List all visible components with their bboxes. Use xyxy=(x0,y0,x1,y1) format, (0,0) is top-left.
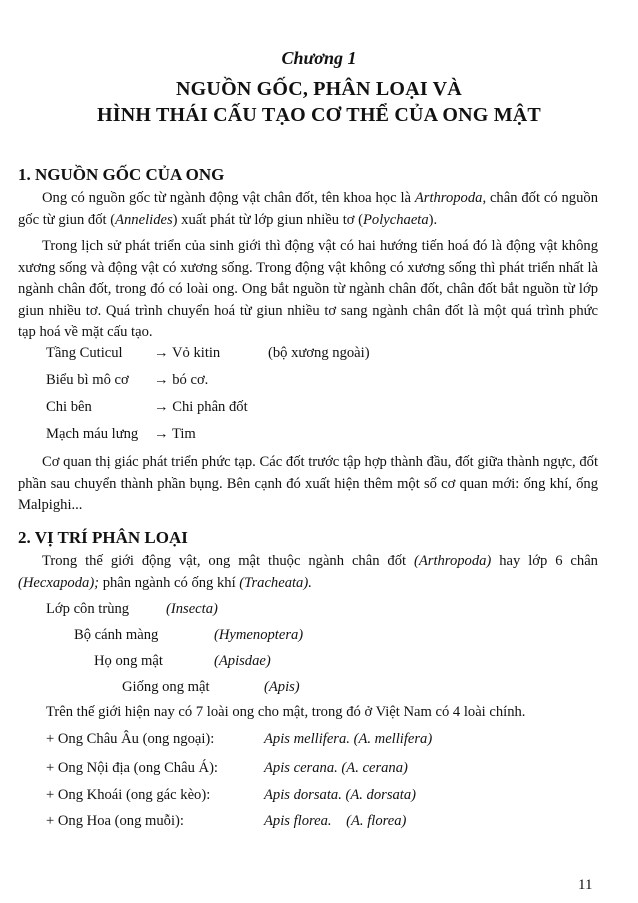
species-scientific-name: Apis mellifera. (A. mellifera) xyxy=(264,731,433,747)
text: ) xuất phát từ lớp giun nhiều tơ ( xyxy=(172,211,363,228)
evolution-from: Biểu bì mô cơ xyxy=(46,372,129,388)
taxonomy-rank: Bộ cánh màng xyxy=(74,627,159,643)
species-common-name: + Ong Khoái (ong gác kèo): xyxy=(46,787,211,803)
species-common-name: + Ong Châu Âu (ong ngoại): xyxy=(46,731,215,747)
section-1-heading: 1. NGUỒN GỐC CỦA ONG xyxy=(18,165,225,184)
taxonomy-name: (Insecta) xyxy=(166,601,218,617)
taxonomy-name: (Apisdae) xyxy=(214,653,271,669)
page-number: 11 xyxy=(578,877,593,893)
section-1-paragraph-2: Trong lịch sử phát triển của sinh giới thì động vật có hai hướng tiến hoá đó là động vật không xương sống và động vật có xương sống. Trong động vật không có xương sống thì phát triển nhất là ngành chân đốt, trong đó có loài ong. Ong bắt nguồn từ ngành chân đốt, chân đốt bắt nguồn từ lớp giun nhiều tơ. Quá trình chuyển hoá từ giun nhiều tơ sang ngành chân đốt là một quá trình phức tạp hoá về mặt cấu tạo. xyxy=(18,238,598,340)
taxonomy-rank: Giống ong mật xyxy=(122,679,210,695)
chapter-label: Chương 1 xyxy=(281,48,357,68)
species-scientific-name: Apis florea. (A. florea) xyxy=(264,813,407,829)
evolution-to: → Tim xyxy=(154,426,196,442)
evolution-from: Mạch máu lưng xyxy=(46,426,139,442)
evolution-from: Chi bên xyxy=(46,399,92,415)
species-scientific-name: Apis dorsata. (A. dorsata) xyxy=(264,787,417,803)
taxonomy-name: (Apis) xyxy=(264,679,300,695)
text: , chân đốt có nguồn gốc từ giun đốt ( xyxy=(18,190,598,228)
evolution-from: Tầng Cuticul xyxy=(46,345,123,361)
text: Ong có nguồn gốc từ ngành động vật chân đốt, tên khoa học là xyxy=(42,190,415,206)
section-2-paragraph-1 xyxy=(18,551,598,594)
section-1-paragraph-1 xyxy=(18,188,598,231)
species-common-name: + Ong Hoa (ong muỗi): xyxy=(46,813,184,829)
section-2-heading: 2. VỊ TRÍ PHÂN LOẠI xyxy=(18,528,188,547)
scientific-name: Annelides xyxy=(115,211,173,228)
scientific-name: (Arthropoda) xyxy=(414,553,492,569)
evolution-note: (bộ xương ngoài) xyxy=(268,345,370,361)
text: ). xyxy=(428,211,438,228)
species-common-name: + Ong Nội địa (ong Châu Á): xyxy=(46,760,218,776)
scientific-name: (Tracheata). xyxy=(239,574,312,591)
evolution-to: → Vỏ kitin xyxy=(154,345,221,361)
text: Trong thế giới động vật, ong mật thuộc ngành chân đốt xyxy=(42,553,414,569)
chapter-title-line-2: HÌNH THÁI CẤU TẠO CƠ THỂ CỦA ONG MẬT xyxy=(97,104,541,126)
section-2-paragraph-2: Trên thế giới hiện nay có 7 loài ong cho mật, trong đó ở Việt Nam có 4 loài chính. xyxy=(46,704,526,720)
evolution-to: → Chi phân đốt xyxy=(154,399,248,415)
taxonomy-name: (Hymenoptera) xyxy=(214,627,304,643)
section-1-paragraph-3: Cơ quan thị giác phát triển phức tạp. Các đốt trước tập hợp thành đầu, đốt giữa thành ngực, đốt phần sau chuyển thành phần bụng. Bên cạnh đó xuất hiện thêm một số cơ quan mới: ống khí, ống Malpighi... xyxy=(18,454,598,513)
evolution-to: → bó cơ. xyxy=(154,372,209,388)
taxonomy-rank: Lớp côn trùng xyxy=(46,601,130,617)
scientific-name: (Hecxapoda); xyxy=(18,574,100,591)
text: phân ngành có ống khí xyxy=(99,574,240,591)
scientific-name: Arthropoda xyxy=(414,190,483,206)
scientific-name: Polychaeta xyxy=(363,211,429,228)
chapter-title-line-1: NGUỒN GỐC, PHÂN LOẠI VÀ xyxy=(176,78,462,100)
taxonomy-rank: Họ ong mật xyxy=(94,653,163,669)
text: hay lớp 6 chân xyxy=(491,553,598,569)
species-scientific-name: Apis cerana. (A. cerana) xyxy=(264,760,408,776)
